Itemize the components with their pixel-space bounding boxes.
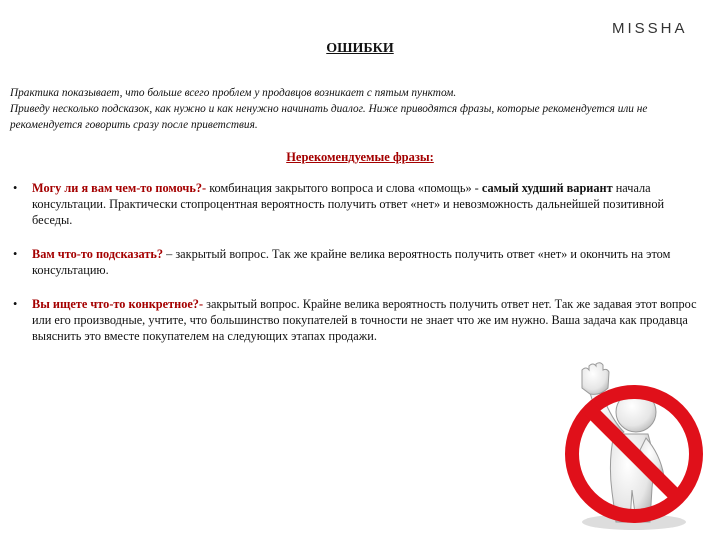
bullet: • bbox=[13, 181, 18, 195]
brand-logo: MISSHA bbox=[612, 20, 688, 37]
phrase-list bbox=[10, 180, 702, 362]
phrase-explanation-tail: начала консультации. Практически стопроцентная вероятность получить ответ «нет» и невозможность дальнейшей позитивной беседы. bbox=[32, 181, 665, 227]
section-subtitle: Нерекомендуемые фразы: bbox=[286, 150, 434, 164]
emphasis-text: самый худший вариант bbox=[481, 181, 613, 195]
list-item bbox=[10, 296, 702, 344]
intro-paragraph: Приведу несколько подсказок, как нужно и как ненужно начинать диалог. Ниже приводятся фразы, которые рекомендуется или не рекомендуется говорить сразу после приветствия. bbox=[10, 103, 648, 131]
stop-figure-prohibited-icon bbox=[556, 362, 706, 532]
intro-paragraph: Практика показывает, что больше всего проблем у продавцов возникает с пятым пунктом. bbox=[10, 87, 457, 99]
phrase-explanation: – закрытый вопрос. Так же крайне велика вероятность получить ответ «нет» и окончить на этом консультацию. bbox=[32, 247, 671, 277]
page-title: ОШИБКИ bbox=[326, 41, 394, 56]
intro-text bbox=[10, 85, 700, 133]
bullet: • bbox=[13, 297, 18, 311]
list-item bbox=[10, 180, 702, 228]
phrase-explanation: закрытый вопрос. Крайне велика вероятность получить ответ нет. Так же задавая этот вопрос или его производные, учтите, что большинство покупателей в точности не знает что же им нужно. Ваша задача как продавца выяснить это вместе покупателем на следующих этапах продажи. bbox=[32, 297, 697, 343]
list-item bbox=[10, 246, 702, 278]
phrase-explanation: комбинация закрытого вопроса и слова «помощь» - bbox=[206, 181, 482, 195]
phrase-highlight: Могу ли я вам чем-то помочь?- bbox=[32, 181, 207, 195]
bullet: • bbox=[13, 247, 18, 261]
phrase-highlight: Вам что-то подсказать? bbox=[32, 247, 164, 261]
phrase-highlight: Вы ищете что-то конкретное?- bbox=[32, 297, 204, 311]
